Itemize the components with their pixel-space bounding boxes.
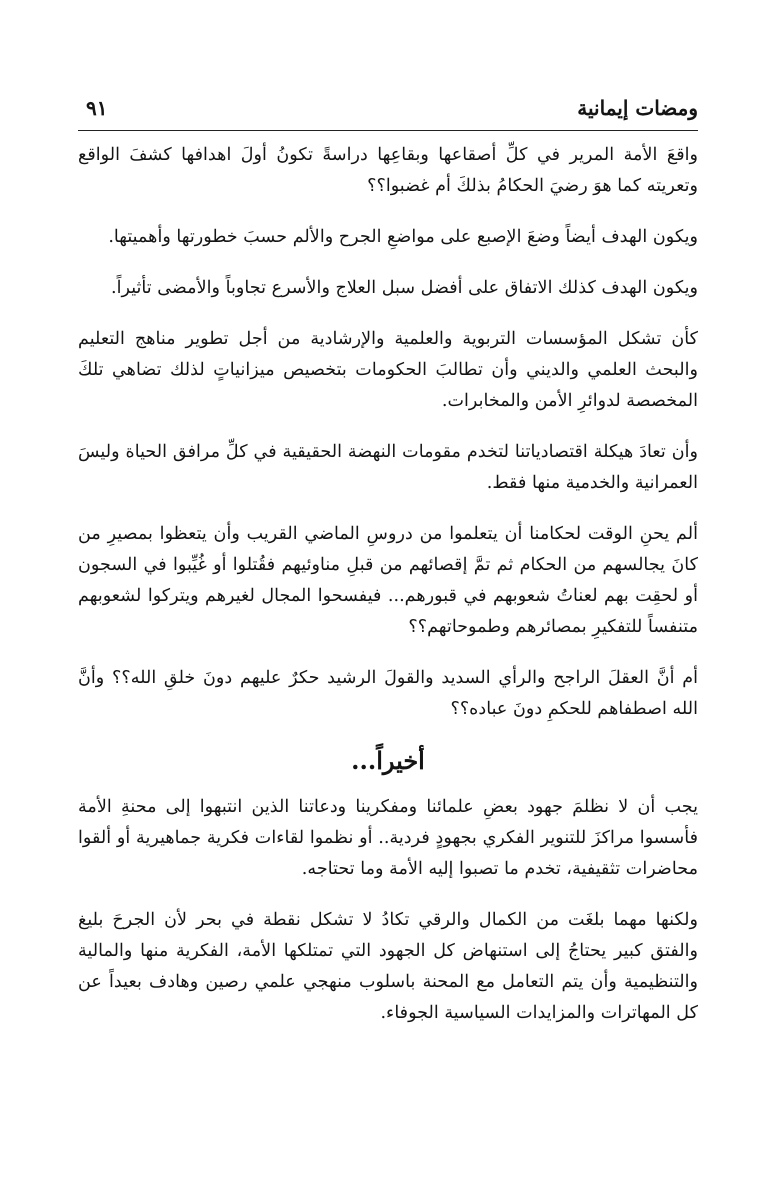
paragraph-3: ويكون الهدف كذلك الاتفاق على أفضل سبل العلاج والأسرع تجاوباً والأمضى تأثيراً. [111, 278, 698, 298]
section-heading: أخيراً... [351, 746, 425, 775]
page-header [78, 96, 698, 126]
paragraph-6: ألم يحنِ الوقت لحكامنا أن يتعلموا من دروسِ الماضي القريب وأن يتعظوا بمصيرِ من كانَ يجالسهم من الحكام ثم تمَّ إقصائهم من قبلِ مناوئيهم فقُتلوا أو غُيِّبوا في السجون أو لحقِت بهم لعناتُ شعوبهم في قبورهم... فيفسحوا المجال لغيرهم ويتركوا لشعوبهم متنفساً للتفكيرِ بمصائرهم وطموحاتهم؟؟ [78, 524, 698, 637]
body-text [78, 140, 698, 1049]
section-paragraph-1: يجب أن لا نظلمَ جهود بعضِ علمائنا ومفكرينا ودعاتنا الذين انتبهوا إلى محنةِ الأمة فأسسوا مراكزَ للتنوير الفكري بجهودٍ فردية.. أو نظموا لقاءات فكرية جماهيرية أو ألقوا محاضرات تثقيفية، تخدم ما تصبوا إليه الأمة وما تحتاجه. [78, 797, 698, 879]
section-paragraph-2: ولكنها مهما بلغَت من الكمال والرقي تكادُ لا تشكل نقطة في بحر لأن الجرحَ بليغ والفتق كبير يحتاجُ إلى استنهاض كل الجهود التي تمتلكها الأمة، الفكرية منها والمالية والتنظيمية وأن يتم التعامل مع المحنة باسلوب منهجي علمي رصين وهادف بعيداً عن كل المهاترات والمزايدات السياسية الجوفاء. [78, 910, 698, 1023]
page-number: ٩١ [86, 96, 108, 120]
paragraph-7: أم أنَّ العقلَ الراجح والرأي السديد والقولَ الرشيد حكرٌ عليهم دونَ خلقِ الله؟؟ وأنَّ الله اصطفاهم للحكمِ دونَ عباده؟؟ [78, 668, 698, 719]
header-rule [78, 130, 698, 131]
paragraph-2: ويكون الهدف أيضاً وضعَ الإصبع على مواضعِ الجرح والألم حسبَ خطورتها وأهميتها. [108, 227, 698, 247]
paragraph-5: وأن تعادَ هيكلة اقتصادياتنا لتخدم مقومات النهضة الحقيقية في كلِّ مرافق الحياة وليسَ العمرانية والخدمية منها فقط. [78, 442, 698, 493]
running-title: ومضات إيمانية [577, 96, 698, 120]
paragraph-1: واقعَ الأمة المرير في كلِّ أصقاعها وبقاعِها دراسةً تكونُ أولَ اهدافها كشفَ الواقع وتعريته كما هوَ رضيَ الحكامُ بذلكَ أم غضبوا؟؟ [78, 145, 698, 196]
paragraph-4: كأن تشكل المؤسسات التربوية والعلمية والإرشادية من أجل تطوير مناهج التعليم والبحث العلمي والديني وأن تطالبَ الحكومات بتخصيص ميزانياتٍ لذلك تضاهي تلكَ المخصصة لدوائرِ الأمن والمخابرات. [78, 329, 698, 411]
